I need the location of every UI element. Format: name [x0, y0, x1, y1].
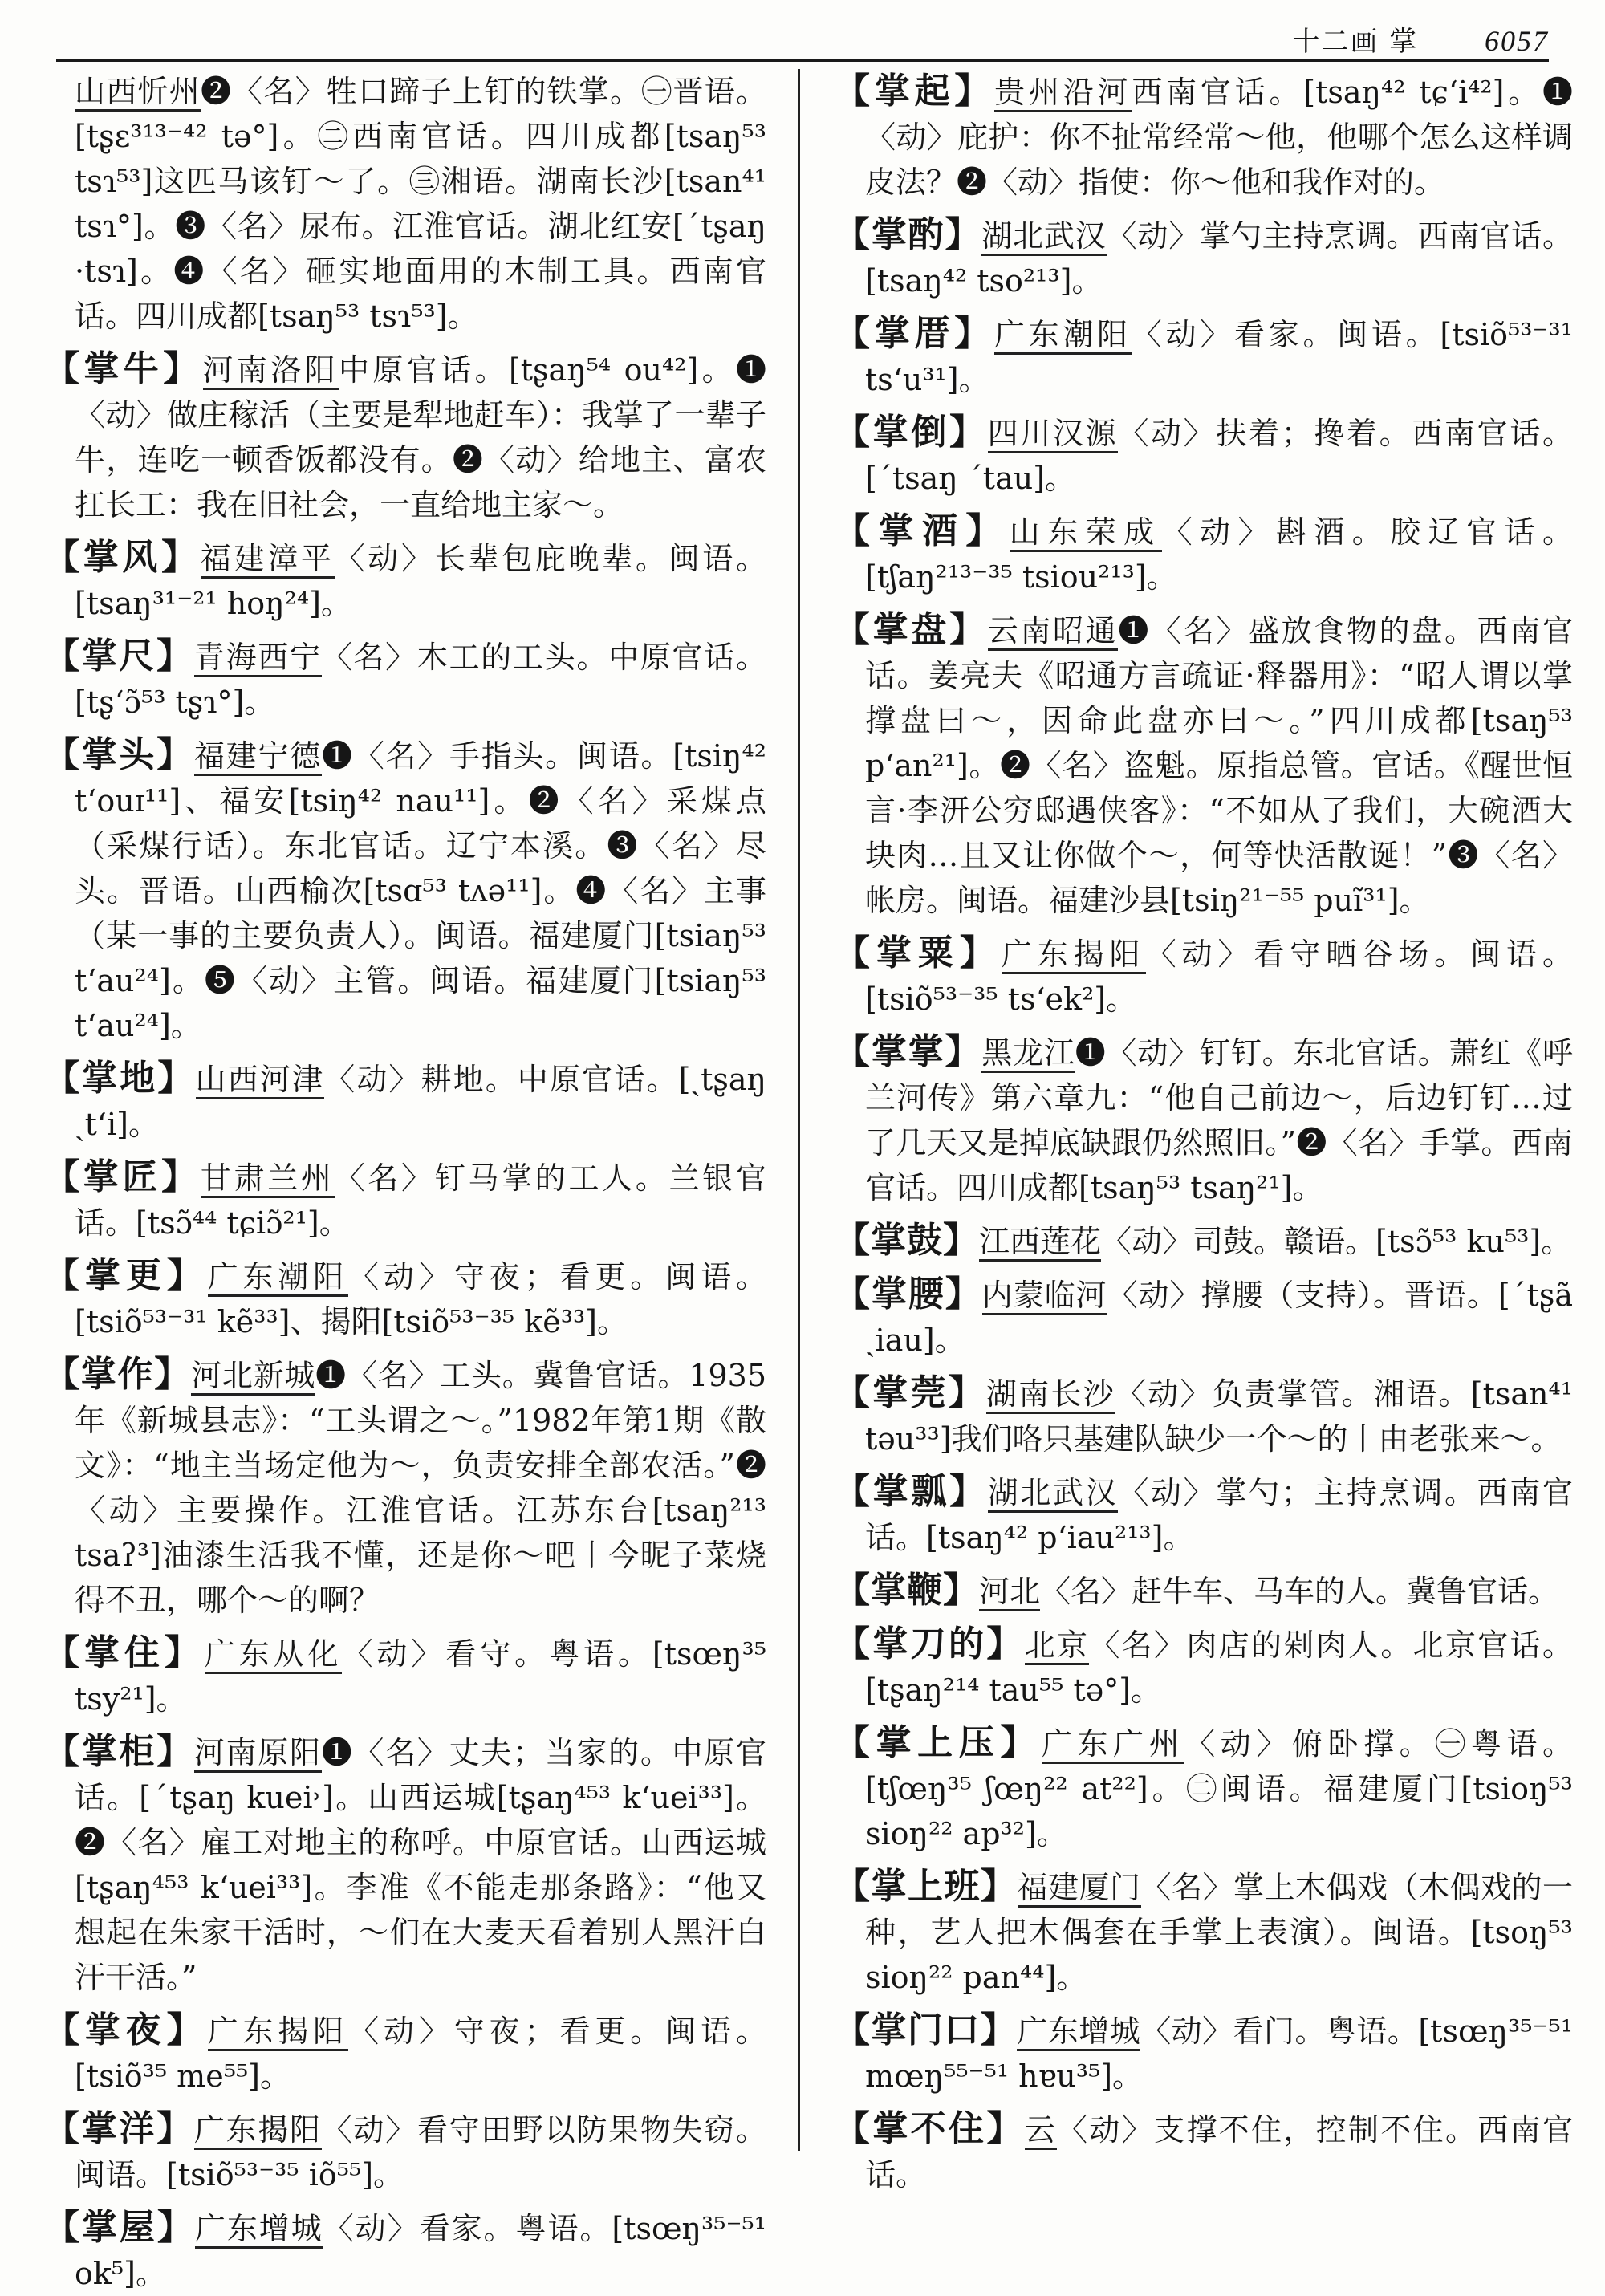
entry-headword: 【掌洋】: [44, 2108, 194, 2149]
dictionary-entry: [44, 634, 766, 725]
dictionary-entry: [835, 2008, 1573, 2099]
dictionary-entry: [835, 2107, 1573, 2197]
entry-place: 湖北武汉: [988, 1475, 1119, 1513]
entry-headword: 【掌莞】: [835, 1372, 987, 1413]
entry-place: 广东揭阳: [194, 2112, 322, 2150]
dictionary-entry: [44, 1155, 766, 1246]
dictionary-entry: [44, 1352, 766, 1623]
left-column: [44, 69, 767, 2291]
dictionary-entry: [44, 1729, 766, 2000]
entry-text: 〈动〉守夜；看更。闽语。[tsiõ³⁵ me⁵⁵]。: [75, 2014, 766, 2094]
entry-place: 山西河津: [196, 1062, 325, 1099]
entry-headword: 【掌酒】: [835, 510, 1010, 551]
entry-place: 广东揭阳: [208, 2014, 349, 2051]
entry-text: 〈动〉看守田野以防果物失窃。闽语。[tsiõ⁵³⁻³⁵ iõ⁵⁵]。: [75, 2112, 766, 2192]
entry-place: 江西莲花: [979, 1224, 1101, 1262]
dictionary-entry: [44, 1254, 766, 1344]
entry-text: 〈动〉守夜；看更。闽语。[tsiõ⁵³⁻³¹ kẽ³³]、揭阳[tsiõ⁵³⁻³⁵ kẽ³³]。: [75, 1259, 766, 1339]
dictionary-entry: [835, 1622, 1573, 1713]
entry-text: 〈名〉赶牛车、马车的人。冀鲁官话。: [1040, 1574, 1559, 1609]
entry-place: 福建厦门: [1018, 1870, 1141, 1908]
entry-text: 〈动〉支撑不住，控制不住。西南官话。: [865, 2112, 1573, 2192]
entry-headword: 【掌盘】: [835, 609, 988, 650]
header-right: [1292, 19, 1549, 59]
entry-place: 福建宁德: [194, 738, 322, 776]
entry-headword: 【掌更】: [44, 1255, 208, 1296]
entry-text: 中原官话。[tʂaŋ⁵⁴ ou⁴²]。❶〈动〉做庄稼活（主要是犁地赶车）：我掌了一辈子牛，连吃一顿香饭都没有。❷〈动〉给地主、富农扛长工：我在旧社会，一直给地主家～。: [75, 352, 766, 522]
entry-place: 河南洛阳: [203, 352, 339, 390]
entry-headword: 【掌刀的】: [835, 1623, 1025, 1664]
entry-headword: 【掌起】: [835, 71, 995, 112]
page-number: 6057: [1485, 25, 1549, 57]
entry-headword: 【掌上班】: [835, 1866, 1018, 1907]
entry-headword: 【掌风】: [44, 537, 201, 578]
entry-headword: 【掌头】: [44, 734, 195, 775]
entry-place: 贵州沿河: [994, 75, 1132, 112]
column-divider: [798, 69, 800, 2151]
entry-text: 西南官话。[tsaŋ⁴² tɕʻi⁴²]。❶〈动〉庇护：你不扯常经常～他，他哪个怎么这样调皮法？❷〈动〉指使：你～他和我作对的。: [865, 75, 1573, 200]
entry-headword: 【掌夜】: [44, 2010, 208, 2050]
entry-headword: 【掌酌】: [835, 214, 982, 255]
entry-place: 广东增城: [195, 2211, 323, 2249]
entry-text: 〈动〉掌勺主持烹调。西南官话。[tsaŋ⁴² tso²¹³]。: [865, 218, 1573, 299]
entry-headword: 【掌鞭】: [835, 1570, 979, 1611]
dictionary-entry: [835, 213, 1573, 303]
entry-headword: 【掌匠】: [44, 1156, 201, 1197]
entry-text: 〈动〉扶着；搀着。西南官话。[ˊtsaŋ ˊtau]。: [865, 416, 1573, 496]
entry-text: 〈动〉看家。闽语。[tsiõ⁵³⁻³¹ tsʻu³¹]。: [865, 317, 1574, 397]
dictionary-entry: [835, 410, 1573, 501]
entry-text: 〈动〉俯卧撑。㊀粤语。[tʃœŋ³⁵ ʃœŋ²² at²²]。㊁闽语。福建厦门[tsioŋ⁵³ sioŋ²² ap³²]。: [865, 1726, 1573, 1851]
entry-text: 〈名〉木工的工头。中原官话。[tʂʻɔ̃⁵³ tʂɿ°]。: [75, 640, 766, 720]
dictionary-entry: [44, 733, 766, 1048]
dictionary-entry: [44, 1056, 766, 1147]
entry-text: 〈动〉看家。粤语。[tsœŋ³⁵⁻⁵¹ ok⁵]。: [75, 2211, 767, 2291]
dictionary-entry: [835, 1371, 1573, 1461]
entry-text: 〈动〉撑腰（支持）。晋语。[ˊtʂã ˏiau]。: [865, 1278, 1573, 1358]
entry-place: 北京: [1025, 1628, 1090, 1665]
entry-text: 〈名〉钉马掌的工人。兰银官话。[tsɔ̃⁴⁴ tɕiɔ̃²¹]。: [75, 1160, 766, 1241]
right-column: [835, 69, 1574, 2192]
entry-place: 湖北武汉: [981, 218, 1106, 256]
dictionary-entry: [835, 1864, 1573, 2000]
dictionary-entry: [835, 311, 1573, 402]
dictionary-entry: [44, 2205, 766, 2296]
entry-place: 内蒙临河: [982, 1278, 1107, 1315]
entry-headword: 【掌地】: [44, 1058, 196, 1099]
entry-text: 〈名〉掌上木偶戏（木偶戏的一种，艺人把木偶套在手掌上表演）。闽语。[tsoŋ⁵³ sioŋ²² pan⁴⁴]。: [865, 1870, 1573, 1995]
entry-place: 云南昭通: [988, 613, 1119, 651]
entry-text: 〈动〉看守晒谷场。闽语。[tsiõ⁵³⁻³⁵ tsʻek²]。: [865, 937, 1573, 1017]
entry-place: 四川汉源: [988, 416, 1119, 453]
dictionary-entry: [835, 608, 1573, 923]
entry-headword: 【掌粟】: [835, 933, 1002, 973]
entry-text: 〈动〉耕地。中原官话。[ˏtʂaŋ ˏtʻi]。: [75, 1062, 766, 1142]
entry-place: 广东揭阳: [1002, 937, 1146, 974]
entry-place: 福建漳平: [201, 541, 335, 579]
dictionary-entry: [835, 1721, 1573, 1856]
entry-headword: 【掌瓢】: [835, 1471, 988, 1512]
entry-place: 山西忻州: [75, 74, 201, 112]
entry-headword: 【掌牛】: [44, 348, 203, 389]
dictionary-entry: [44, 69, 766, 339]
entry-place: 青海西宁: [194, 640, 322, 677]
dictionary-entry: [835, 1272, 1573, 1363]
entry-headword: 【掌倒】: [835, 412, 988, 453]
entry-text: ❶〈名〉工头。冀鲁官话。1935年《新城县志》：“工头谓之～。”1982年第1期《散文》：“地主当场定他为～，负责安排全部农活。”❷〈动〉主要操作。江淮官话。江苏东台[tsaŋ²¹³ tsaʔ³]油漆生活我不懂，还是你～吧丨今昵子菜烧得不丑，哪个～的啊？: [75, 1358, 766, 1618]
dictionary-entry: [835, 1030, 1573, 1210]
entry-headword: 【掌柜】: [44, 1731, 194, 1772]
dictionary-entry: [44, 1631, 766, 1721]
dictionary-entry: [44, 347, 766, 527]
section-title: 十二画 掌: [1292, 26, 1419, 58]
dictionary-entry: [44, 2107, 766, 2197]
entry-headword: 【掌尺】: [44, 636, 194, 677]
entry-text: ❶〈动〉钉钉。东北官话。萧红《呼兰河传》第六章九：“他自己前边～，后边钉钉…过了几天又是掉底缺跟仍然照旧。”❷〈名〉手掌。西南官话。四川成都[tsaŋ⁵³ tsaŋ²¹]。: [865, 1035, 1573, 1205]
entry-place: 湖南长沙: [986, 1376, 1115, 1414]
entry-place: 广东从化: [205, 1636, 343, 1674]
entry-text: 〈动〉斟酒。胶辽官话。[tʃaŋ²¹³⁻³⁵ tsiou²¹³]。: [865, 514, 1573, 595]
entry-text: 〈名〉肉店的剁肉人。北京官话。[tʂaŋ²¹⁴ tau⁵⁵ tə°]。: [865, 1628, 1573, 1708]
dictionary-entry: [835, 1218, 1573, 1264]
entry-place: 云: [1025, 2112, 1057, 2150]
entry-text: ❶〈名〉盛放食物的盘。西南官话。姜亮夫《昭通方言疏证·释器用》：“昭人谓以掌撑盘曰～，因命此盘亦曰～。”四川成都[tsaŋ⁵³ pʻan²¹]。❷〈名〉盗魁。原指总管。官话。《醒世恒言·李汧公穷邸遇侠客》：“不如从了我们，大碗酒大块肉…且又让你做个～，何等快活散诞！”❸〈名〉帐房。闽语。福建沙县[tsiŋ²¹⁻⁵⁵ puĩ³¹]。: [865, 613, 1573, 918]
entry-headword: 【掌门口】: [835, 2010, 1018, 2050]
entry-headword: 【掌掌】: [835, 1031, 982, 1072]
dictionary-entry: [835, 509, 1573, 599]
entry-text: ❶〈名〉丈夫；当家的。中原官话。[ˊtʂaŋ kuei˒]。山西运城[tʂaŋ⁴⁵³ kʻuei³³]。❷〈名〉雇工对地主的称呼。中原官话。山西运城[tʂaŋ⁴⁵³ kʻuei³³]。李准《不能走那条路》：“他又想起在朱家干活时，～们在大麦天看着别人黑汗白汗干活。”: [75, 1735, 766, 1995]
entry-place: 广东潮阳: [994, 317, 1132, 355]
entry-place: 广东潮阳: [208, 1259, 349, 1297]
dictionary-entry: [835, 1469, 1573, 1560]
entry-text: 〈动〉司鼓。赣语。[tsɔ̃⁵³ ku⁵³]。: [1101, 1224, 1572, 1259]
entry-headword: 【掌作】: [44, 1354, 192, 1395]
entry-text: 〈动〉负责掌管。湘语。[tsan⁴¹ təu³³]我们咯只基建队缺少一个～的丨由老张来～。: [865, 1376, 1573, 1457]
entry-place: 黑龙江: [981, 1035, 1075, 1073]
entry-headword: 【掌住】: [44, 1632, 205, 1673]
entry-headword: 【掌不住】: [835, 2108, 1025, 2149]
entry-text: ❷〈名〉牲口蹄子上钉的铁掌。㊀晋语。[tʂɛ³¹³⁻⁴² tə°]。㊁西南官话。四川成都[tsaŋ⁵³ tsɿ⁵³]这匹马该钉～了。㊂湘语。湖南长沙[tsan⁴¹ tsɿ°]。❸〈名〉尿布。江淮官话。湖北红安[ˊtʂaŋ ·tsɿ]。❹〈名〉砸实地面用的木制工具。西南官话。四川成都[tsaŋ⁵³ tsɿ⁵³]。: [75, 74, 766, 334]
entry-place: 河南原阳: [194, 1735, 322, 1773]
entry-text: 〈动〉看门。粤语。[tsœŋ³⁵⁻⁵¹ mœŋ⁵⁵⁻⁵¹ hɐu³⁵]。: [865, 2014, 1573, 2094]
entry-place: 河北新城: [191, 1358, 315, 1396]
entry-place: 广东增城: [1017, 2014, 1140, 2051]
page-header: [56, 18, 1549, 62]
dictionary-entry: [835, 69, 1573, 205]
entry-place: 山东荣成: [1010, 514, 1162, 552]
entry-headword: 【掌上压】: [835, 1722, 1042, 1763]
entry-text: 〈动〉看守。粤语。[tsœŋ³⁵ tsy²¹]。: [75, 1636, 766, 1717]
entry-headword: 【掌鼓】: [835, 1220, 979, 1261]
entry-text: 〈动〉掌勺；主持烹调。西南官话。[tsaŋ⁴² pʻiau²¹³]。: [865, 1475, 1573, 1555]
entry-headword: 【掌厝】: [835, 313, 994, 354]
entry-place: 河北: [979, 1574, 1040, 1611]
dictionary-entry: [835, 1568, 1573, 1614]
entry-place: 甘肃兰州: [201, 1160, 335, 1198]
dictionary-entry: [835, 931, 1573, 1022]
entry-headword: 【掌屋】: [44, 2207, 195, 2248]
dictionary-entry: [44, 535, 766, 626]
entry-place: 广东广州: [1042, 1726, 1184, 1764]
entry-headword: 【掌腰】: [835, 1274, 982, 1315]
entry-text: ❶〈名〉手指头。闽语。[tsiŋ⁴² tʻouɪ¹¹]、福安[tsiŋ⁴² nau¹¹]。❷〈名〉采煤点（采煤行话）。东北官话。辽宁本溪。❸〈名〉尽头。晋语。山西榆次[tsɑ⁵³ tʌə¹¹]。❹〈名〉主事（某一事的主要负责人）。闽语。福建厦门[tsiaŋ⁵³ tʻau²⁴]。❺〈动〉主管。闽语。福建厦门[tsiaŋ⁵³ tʻau²⁴]。: [75, 738, 766, 1043]
entry-text: 〈动〉长辈包庇晚辈。闽语。[tsaŋ³¹⁻²¹ hoŋ²⁴]。: [75, 541, 766, 621]
dictionary-entry: [44, 2008, 766, 2099]
